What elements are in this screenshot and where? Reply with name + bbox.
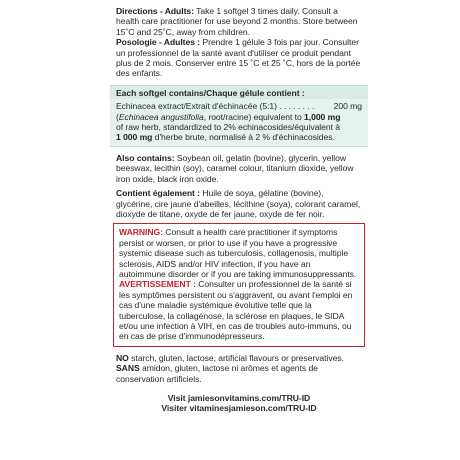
- directions-fr-text: Prendre 1 gélule 3 fois par jour. Consulter un professionnel de la santé avant d'utiliser ce produit pendant plus de 2 mois. Conserver entre 15 ˚C et 25 ˚C, hors de la portée des enfants.: [116, 37, 361, 79]
- warning-fr-label: AVERTISSEMENT :: [119, 279, 196, 290]
- free-from-en: NO starch, gluten, lactose, artificial flavours or preservatives.: [116, 352, 344, 363]
- free-from-en-label: NO: [116, 352, 129, 363]
- ingredient-amount: 200 mg: [333, 101, 362, 112]
- warning-fr: AVERTISSEMENT : Consulter un professionnel de la santé si les symptômes persistent ou s'aggravent, ou avant l'emploi en cas d'une maladie systémique évolutive telle que la tuberculose, la collagénose, la sclérose en plaques, le SIDA et/ou une infection à VIH, en cas de troubles auto-immuns, ou en cas de prise d'immunodépresseurs.: [119, 279, 353, 342]
- product-label: [116, 6, 362, 414]
- ingredient-row: [116, 101, 362, 111]
- ingredient-name: Echinacea extract/Extrait d'échinacée (5:1) . . . . . . . .: [116, 101, 315, 112]
- ingredient-equivalent-en: 1,000 mg: [304, 111, 341, 122]
- website-link-fr[interactable]: Visiter vitaminesjamieson.com/TRU-ID: [161, 403, 317, 414]
- directions-en: [116, 6, 362, 37]
- directions-en-text: Take 1 softgel 3 times daily. Consult a health care practitioner for use beyond 2 months. Store between 15˚C and 25˚C, away from children.: [116, 6, 358, 37]
- also-contains-en-label: Also contains:: [116, 152, 175, 163]
- also-contains-fr: Contient également : Huile de soya, gélatine (bovine), glycérine, cire jaune d'abeilles, lécithine (soya), colorant caramel, dioxyde de titane, oxyde de fer jaune, oxyde de fer noir.: [116, 188, 361, 219]
- warning-box: [113, 223, 365, 346]
- ingredient-equivalent-fr: 1 000 mg: [116, 132, 153, 143]
- ingredient-species: Echinacea angustifolia: [118, 111, 204, 122]
- also-contains-en: Also contains: Soybean oil, gelatin (bovine), glycerin, yellow beeswax, lecithin (soy), caramel colour, titanium dioxide, yellow iron oxide, black iron oxide.: [116, 152, 354, 184]
- ingredient-equivalent-fr-line: 1 000 mg d'herbe brute, normalisé à 2 % d'échinacosides.: [116, 132, 335, 143]
- ingredients-heading: Each softgel contains/Chaque gélule contient :: [110, 85, 368, 99]
- ingredients-panel: [110, 99, 368, 147]
- also-contains-fr-label: Contient également :: [116, 188, 200, 199]
- website-link-en[interactable]: Visit jamiesonvitamins.com/TRU-ID: [167, 393, 311, 403]
- free-from-fr-label: SANS: [116, 363, 140, 374]
- directions-fr: [116, 37, 362, 79]
- directions-en-label: Directions - Adults:: [116, 6, 194, 16]
- directions-fr-label: Posologie - Adultes :: [116, 37, 201, 48]
- free-from-fr: SANS amidon, gluten, lactose ni arômes et agents de conservation artificiels.: [116, 363, 318, 384]
- ingredient-standardization: of raw herb, standardized to 2% echinacosides/équivalent à: [116, 122, 341, 133]
- ingredient-source: (Echinacea angustifolia, root/racine) equivalent to 1,000 mg: [116, 111, 341, 122]
- warning-en-label: WARNING:: [119, 227, 163, 238]
- warning-en: WARNING: Consult a health care practitioner if symptoms persist or worsen, or prior to use if you have a progressive systemic disease such as tuberculosis, collagenosis, multiple sclerosis, AIDS and/or HIV infection, if you have an autoimmune disorder or if you are taking immunosuppressants.: [119, 227, 357, 279]
